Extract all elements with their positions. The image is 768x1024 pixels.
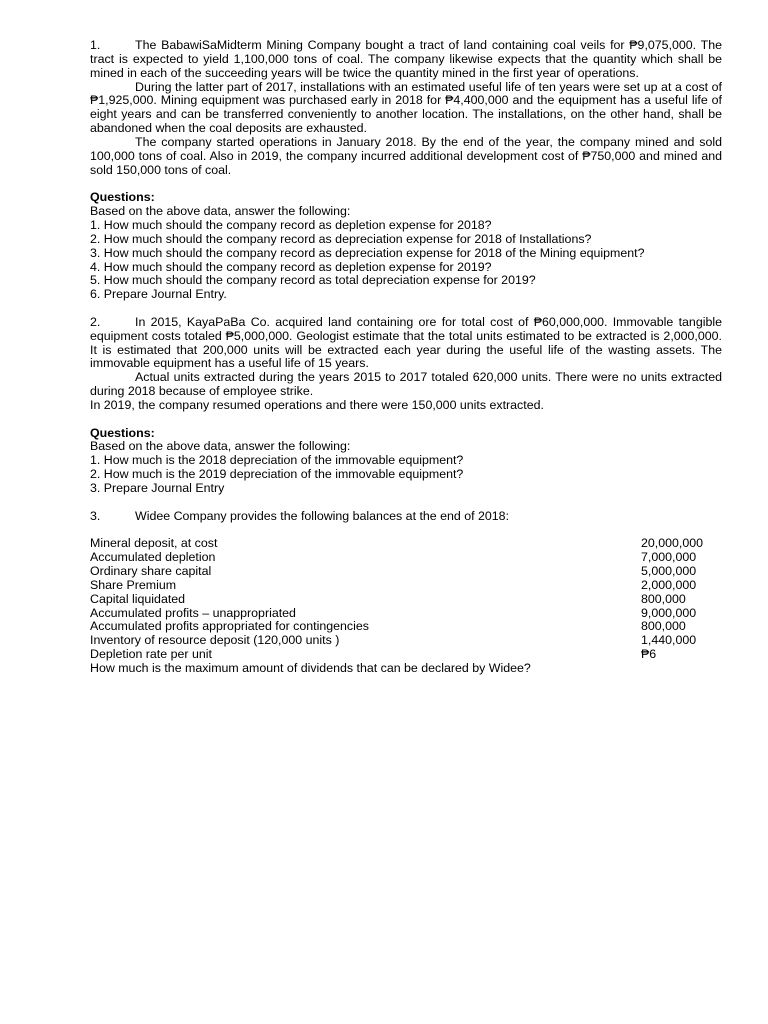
balance-label: Accumulated depletion — [90, 550, 216, 565]
problem-1-text-1: The BabawiSaMidterm Mining Company bought a tract of land containing coal veils for ₱9,075,000. The tract is expected to yield 1,100,000 tons of coal. The company likewise expects that the quantity which shall be mined in each of the succeeding years will be twice the quantity mined in the first year of operations. — [90, 38, 722, 80]
problem-2-question: 1. How much is the 2018 depreciation of the immovable equipment? — [90, 453, 464, 468]
balance-label: Ordinary share capital — [90, 564, 212, 579]
balance-row — [90, 634, 722, 648]
problem-3-question: How much is the maximum amount of dividends that can be declared by Widee? — [90, 660, 531, 675]
balance-row — [90, 579, 722, 593]
balance-label: Mineral deposit, at cost — [90, 536, 218, 551]
problem-2-question: 3. Prepare Journal Entry — [90, 481, 225, 495]
balance-label: Inventory of resource deposit (120,000 units ) — [90, 633, 340, 648]
problem-3-intro-text: Widee Company provides the following balances at the end of 2018: — [135, 508, 510, 523]
balance-row — [90, 648, 722, 662]
problem-2-number: 2. — [90, 314, 101, 329]
balance-value: ₱6 — [641, 647, 657, 662]
problem-1-question: 4. How much should the company record as depletion expense for 2019? — [90, 259, 492, 274]
problem-3-number: 3. — [90, 508, 101, 523]
balance-value: 2,000,000 — [641, 577, 697, 592]
problem-2-questions-title: Questions: — [90, 425, 155, 440]
balance-row — [90, 593, 722, 607]
problem-1-question: 2. How much should the company record as depreciation expense for 2018 of Installations? — [90, 231, 592, 246]
problem-1-question: 6. Prepare Journal Entry. — [90, 287, 227, 302]
problem-2-paragraph-1 — [90, 316, 722, 371]
balance-row — [90, 551, 722, 565]
problem-2-paragraph-2: Actual units extracted during the years 2015 to 2017 totaled 620,000 units. There were no units extracted during 2018 because of employee strike. — [90, 370, 722, 399]
balance-label: Share Premium — [90, 577, 177, 592]
problem-1-questions-title: Questions: — [90, 190, 155, 205]
balance-label: Depletion rate per unit — [90, 647, 212, 662]
problem-2-text-1: In 2015, KayaPaBa Co. acquired land containing ore for total cost of ₱60,000,000. Immovable tangible equipment costs totaled ₱5,000,000. Geologist estimate that the total units estimated to be extracted is 2,000,000. It is estimated that 200,000 units will be extracted each year during the useful life of the wasting assets. The immovable equipment has a useful life of 15 years. — [90, 314, 722, 371]
balance-row — [90, 565, 722, 579]
balance-row — [90, 537, 722, 551]
problem-1-paragraph-2: During the latter part of 2017, installations with an estimated useful life of ten years were set up at a cost of ₱1,925,000. Mining equipment was purchased early in 2018 for ₱4,400,000 and the equipment has a useful life of eight years and can be transferred conveniently to another location. The installations, on the other hand, shall be abandoned when the coal deposits are exhausted. — [90, 79, 722, 136]
problem-2-question: 2. How much is the 2019 depreciation of the immovable equipment? — [90, 467, 464, 482]
balance-value: 5,000,000 — [641, 564, 697, 579]
balance-value: 9,000,000 — [641, 605, 697, 620]
balance-label: Accumulated profits – unappropriated — [90, 605, 296, 620]
problem-1-paragraph-1 — [90, 39, 722, 81]
balances-table — [90, 537, 722, 662]
problem-1-paragraph-3: The company started operations in January 2018. By the end of the year, the company mined and sold 100,000 tons of coal. Also in 2019, the company incurred additional development cost of ₱750,000 and mined and sold 150,000 tons of coal. — [90, 134, 722, 177]
balance-value: 800,000 — [641, 591, 686, 606]
problem-2-paragraph-3: In 2019, the company resumed operations and there were 150,000 units extracted. — [90, 397, 544, 412]
problem-3-intro — [90, 510, 722, 524]
balance-value: 20,000,000 — [641, 536, 704, 551]
balance-value: 800,000 — [641, 619, 686, 634]
balance-row — [90, 607, 722, 621]
document-page — [90, 39, 722, 676]
problem-2-questions-intro: Based on the above data, answer the following: — [90, 439, 351, 454]
balance-value: 1,440,000 — [641, 633, 697, 648]
problem-1-question: 1. How much should the company record as depletion expense for 2018? — [90, 217, 492, 232]
problem-1-question: 3. How much should the company record as depreciation expense for 2018 of the Mining equipment? — [90, 245, 645, 260]
problem-1-number: 1. — [90, 38, 101, 52]
balance-label: Accumulated profits appropriated for contingencies — [90, 619, 369, 634]
balance-row — [90, 620, 722, 634]
problem-1-questions-intro: Based on the above data, answer the following: — [90, 204, 351, 219]
balance-value: 7,000,000 — [641, 550, 697, 565]
problem-1-question: 5. How much should the company record as total depreciation expense for 2019? — [90, 273, 536, 288]
balance-label: Capital liquidated — [90, 591, 186, 606]
